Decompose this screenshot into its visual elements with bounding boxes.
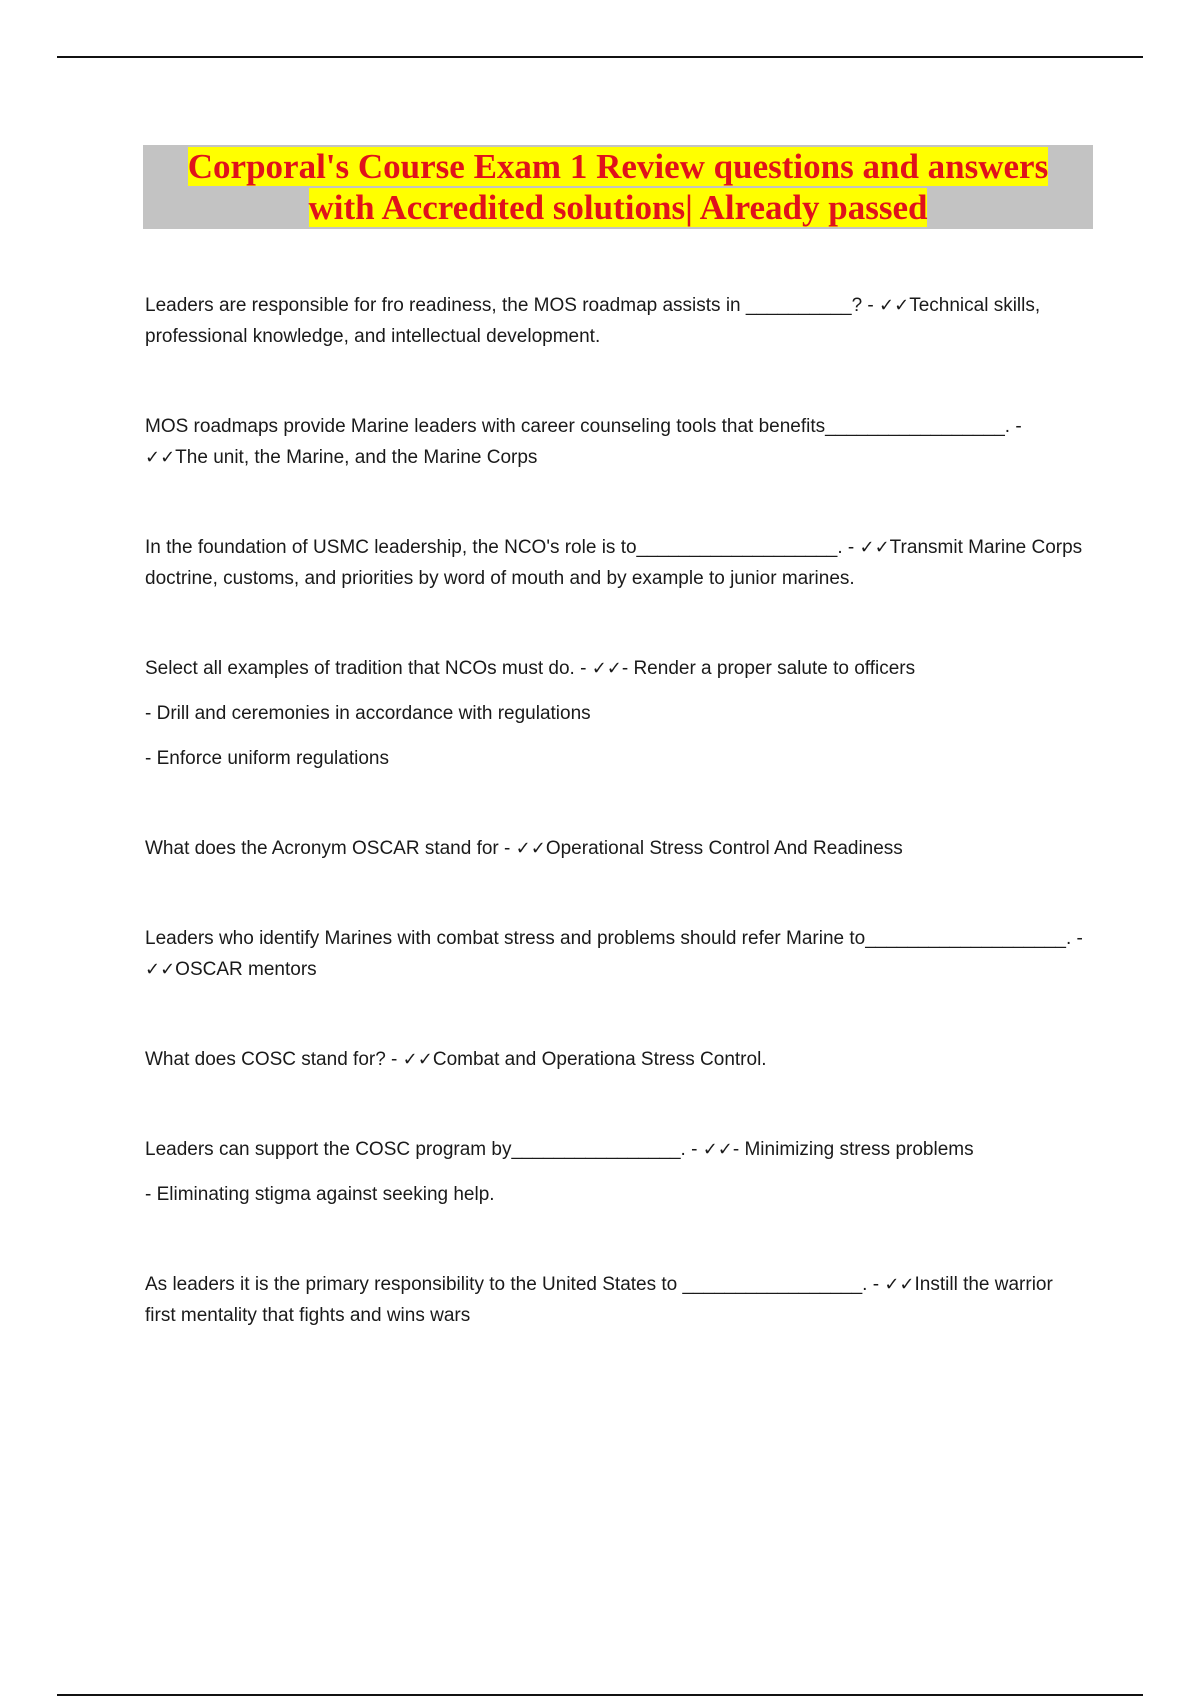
question-text: Leaders can support the COSC program by________________. - [145,1139,703,1160]
qa-item-3 [145,532,1085,594]
qa-item-7 [145,1044,1085,1075]
check-icon: ✓✓ [879,295,910,316]
qa-list [145,290,1085,1331]
footer-rule [57,1694,1143,1696]
answer-text: Instill the warrior first mentality that fights and wins wars [145,1274,1053,1326]
title-banner [143,145,1093,229]
question-text: Leaders are responsible for fro readiness, the MOS roadmap assists in __________? - [145,295,880,316]
qa-item-4 [145,653,1085,774]
answer-text: - Minimizing stress problems [732,1139,974,1160]
question-text: What does COSC stand for? - [145,1049,403,1070]
qa-item-2 [145,411,1085,473]
answer-text: - Render a proper salute to officers [621,658,916,679]
answer-text: The unit, the Marine, and the Marine Corps [175,447,538,468]
qa-item-6 [145,923,1085,985]
check-icon: ✓✓ [859,537,890,558]
answer-bullet: - Eliminating stigma against seeking help. [145,1184,495,1205]
qa-item-1 [145,290,1085,352]
question-text: Select all examples of tradition that NCOs must do. - [145,658,592,679]
check-icon: ✓✓ [402,1049,433,1070]
qa-item-8 [145,1134,1085,1210]
answer-text: Combat and Operationa Stress Control. [432,1049,767,1070]
answer-text: Technical skills, professional knowledge, and intellectual development. [145,295,1041,347]
answer-bullet: - Enforce uniform regulations [145,748,389,769]
header-rule [57,56,1143,58]
check-icon: ✓✓ [591,658,622,679]
question-text: In the foundation of USMC leadership, the NCO's role is to___________________. - [145,537,860,558]
answer-text: OSCAR mentors [175,959,317,980]
check-icon: ✓✓ [702,1139,733,1160]
answer-text: Transmit Marine Corps doctrine, customs, and priorities by word of mouth and by example to junior marines. [145,537,1083,589]
document-title [143,145,1093,228]
title-line-1: Corporal's Course Exam 1 Review questions and answers [187,147,1049,186]
answer-bullet: - Drill and ceremonies in accordance with regulations [145,703,591,724]
qa-item-5 [145,833,1085,864]
qa-item-9 [145,1269,1085,1331]
question-text: Leaders who identify Marines with combat stress and problems should refer Marine to___________________. - [145,928,1083,949]
question-text: As leaders it is the primary responsibility to the United States to _________________. - [145,1274,885,1295]
check-icon: ✓✓ [145,447,176,468]
check-icon: ✓✓ [145,959,176,980]
question-text: MOS roadmaps provide Marine leaders with career counseling tools that benefits_________________. - [145,416,1022,437]
answer-text: Operational Stress Control And Readiness [545,838,903,859]
question-text: What does the Acronym OSCAR stand for - [145,838,516,859]
title-line-2: with Accredited solutions| Already passed [308,188,928,227]
check-icon: ✓✓ [884,1274,915,1295]
check-icon: ✓✓ [515,838,546,859]
